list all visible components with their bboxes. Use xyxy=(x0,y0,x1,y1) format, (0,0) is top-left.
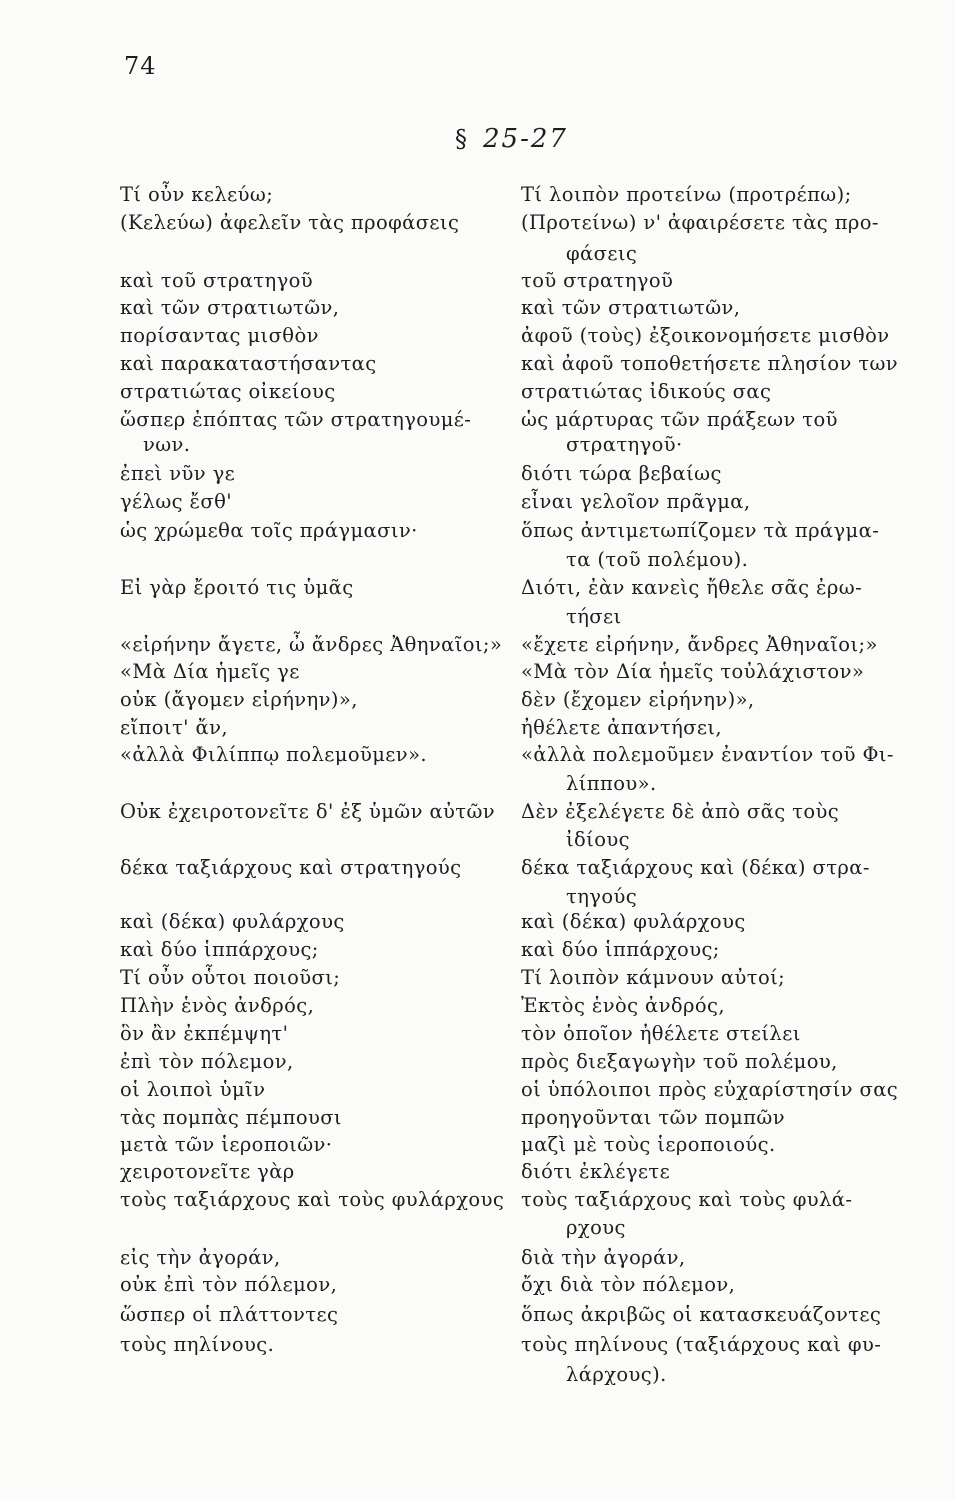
modern-translation-line: προηγοῦνται τῶν πομπῶν xyxy=(521,1106,785,1129)
greek-original-line: μετὰ τῶν ἱεροποιῶν· xyxy=(120,1133,333,1156)
modern-translation-line: διὰ τὴν ἀγοράν, xyxy=(521,1246,686,1269)
modern-translation-line: οἱ ὑπόλοιποι πρὸς εὐχαρίστησίν σας xyxy=(521,1078,899,1101)
greek-original-line: καὶ παρακαταστήσαντας xyxy=(120,352,377,375)
modern-translation-line: λίππου». xyxy=(566,772,657,795)
greek-original-line: εἴποιτ' ἄν, xyxy=(120,716,228,739)
greek-original-line: «εἰρήνην ἄγετε, ὦ ἄνδρες Ἀθηναῖοι;» xyxy=(120,633,503,656)
modern-translation-line: Τί λοιπὸν προτείνω (προτρέπω); xyxy=(521,183,852,206)
greek-original-line: τὰς πομπὰς πέμπουσι xyxy=(120,1106,342,1129)
greek-original-line: Οὐκ ἐχειροτονεῖτε δ' ἐξ ὑμῶν αὐτῶν xyxy=(120,800,496,823)
modern-translation-line: πρὸς διεξαγωγὴν τοῦ πολέμου, xyxy=(521,1050,838,1073)
greek-original-line: «Μὰ Δία ἡμεῖς γε xyxy=(120,660,300,683)
greek-original-line: Τί οὖν οὗτοι ποιοῦσι; xyxy=(120,966,341,989)
modern-translation-line: τήσει xyxy=(566,605,622,628)
greek-original-line: δέκα ταξιάρχους καὶ στρατηγούς xyxy=(120,856,462,879)
greek-original-line: ὥσπερ οἱ πλάττοντες xyxy=(120,1303,339,1326)
modern-translation-line: (Προτείνω) ν' ἀφαιρέσετε τὰς προ- xyxy=(521,211,879,234)
section-heading xyxy=(455,124,568,154)
modern-translation-line: Διότι, ἐὰν κανεὶς ἤθελε σᾶς ἐρω- xyxy=(521,576,863,599)
greek-original-line: στρατιώτας οἰκείους xyxy=(120,380,336,403)
greek-original-line: ὥσπερ ἐπόπτας τῶν στρατηγουμέ- xyxy=(120,408,472,431)
greek-original-line: οὐκ (ἄγομεν εἰρήνην)», xyxy=(120,688,358,711)
greek-original-line: τοὺς ταξιάρχους καὶ τοὺς φυλάρχους xyxy=(120,1188,505,1211)
modern-translation-line: καὶ (δέκα) φυλάρχους xyxy=(521,910,746,933)
modern-translation-line: καὶ ἀφοῦ τοποθετήσετε πλησίον των xyxy=(521,352,899,375)
modern-translation-line: ὄχι διὰ τὸν πόλεμον, xyxy=(521,1273,736,1296)
greek-original-line: (Κελεύω) ἀφελεῖν τὰς προφάσεις xyxy=(120,211,460,234)
section-symbol: § xyxy=(455,125,469,153)
modern-translation-line: Δὲν ἐξελέγετε δὲ ἀπὸ σᾶς τοὺς xyxy=(521,800,840,823)
modern-translation-line: τοῦ στρατηγοῦ xyxy=(521,269,674,292)
modern-translation-line: εἶναι γελοῖον πρᾶγμα, xyxy=(521,490,751,513)
modern-translation-line: μαζὶ μὲ τοὺς ἱεροποιούς. xyxy=(521,1133,776,1156)
modern-translation-line: Ἐκτὸς ἑνὸς ἀνδρός, xyxy=(521,994,725,1017)
modern-translation-line: καὶ τῶν στρατιωτῶν, xyxy=(521,296,741,319)
greek-original-line: Πλὴν ἑνὸς ἀνδρός, xyxy=(120,994,315,1017)
greek-original-line: καὶ τοῦ στρατηγοῦ xyxy=(120,269,314,292)
greek-original-line: καὶ (δέκα) φυλάρχους xyxy=(120,910,345,933)
greek-original-line: «ἀλλὰ Φιλίππῳ πολεμοῦμεν». xyxy=(120,743,427,766)
modern-translation-line: «Μὰ τὸν Δία ἡμεῖς τοὐλάχιστον» xyxy=(521,660,865,683)
greek-original-line: εἰς τὴν ἀγοράν, xyxy=(120,1246,281,1269)
modern-translation-line: ἀφοῦ (τοὺς) ἐξοικονομήσετε μισθὸν xyxy=(521,324,890,347)
greek-original-line: τοὺς πηλίνους. xyxy=(120,1333,275,1356)
modern-translation-line: «ἔχετε εἰρήνην, ἄνδρες Ἀθηναῖοι;» xyxy=(521,633,878,656)
greek-original-line: νων. xyxy=(143,433,191,456)
modern-translation-line: διότι τώρα βεβαίως xyxy=(521,462,722,485)
greek-original-line: οὐκ ἐπὶ τὸν πόλεμον, xyxy=(120,1273,338,1296)
modern-translation-line: καὶ δύο ἱππάρχους; xyxy=(521,938,720,961)
greek-original-line: καὶ τῶν στρατιωτῶν, xyxy=(120,296,340,319)
modern-translation-line: τὸν ὁποῖον ἠθέλετε στείλει xyxy=(521,1022,801,1045)
greek-original-line: Εἰ γὰρ ἔροιτό τις ὑμᾶς xyxy=(120,576,354,599)
greek-original-line: ἐπεὶ νῦν γε xyxy=(120,462,236,485)
modern-translation-line: ὡς μάρτυρας τῶν πράξεων τοῦ xyxy=(521,408,838,431)
greek-original-line: οἱ λοιποὶ ὑμῖν xyxy=(120,1078,266,1101)
modern-translation-line: φάσεις xyxy=(566,242,638,265)
greek-original-line: χειροτονεῖτε γὰρ xyxy=(120,1160,295,1183)
greek-original-line: ὃν ἂν ἐκπέμψητ' xyxy=(120,1022,289,1045)
modern-translation-line: τοὺς ταξιάρχους καὶ τοὺς φυλά- xyxy=(521,1188,853,1211)
modern-translation-line: ἠθέλετε ἀπαντήσει, xyxy=(521,716,723,739)
modern-translation-line: τα (τοῦ πολέμου). xyxy=(566,548,749,571)
modern-translation-line: δέκα ταξιάρχους καὶ (δέκα) στρα- xyxy=(521,856,870,879)
page-number: 74 xyxy=(124,52,157,80)
modern-translation-line: ὅπως ἀκριβῶς οἱ κατασκευάζοντες xyxy=(521,1303,882,1326)
modern-translation-line: τηγούς xyxy=(566,885,638,908)
greek-original-line: ὡς χρώμεθα τοῖς πράγμασιν· xyxy=(120,519,418,542)
modern-translation-line: ἰδίους xyxy=(566,828,630,851)
section-range: 25-27 xyxy=(483,124,568,154)
greek-original-line: γέλως ἔσθ' xyxy=(120,490,233,513)
modern-translation-line: ρχους xyxy=(566,1216,626,1239)
modern-translation-line: τοὺς πηλίνους (ταξιάρχους καὶ φυ- xyxy=(521,1333,882,1356)
modern-translation-line: ὅπως ἀντιμετωπίζομεν τὰ πράγμα- xyxy=(521,519,880,542)
modern-translation-line: «ἀλλὰ πολεμοῦμεν ἐναντίον τοῦ Φι- xyxy=(521,743,894,766)
greek-original-line: καὶ δύο ἱππάρχους; xyxy=(120,938,319,961)
greek-original-line: ἐπὶ τὸν πόλεμον, xyxy=(120,1050,294,1073)
modern-translation-line: στρατηγοῦ· xyxy=(566,433,683,456)
modern-translation-line: Τί λοιπὸν κάμνουν αὐτοί; xyxy=(521,966,786,989)
modern-translation-line: δὲν (ἔχομεν εἰρήνην)», xyxy=(521,688,755,711)
modern-translation-line: λάρχους). xyxy=(566,1363,667,1386)
modern-translation-line: διότι ἐκλέγετε xyxy=(521,1160,671,1183)
modern-translation-line: στρατιώτας ἰδικούς σας xyxy=(521,380,772,403)
greek-original-line: Τί οὖν κελεύω; xyxy=(120,183,274,206)
greek-original-line: πορίσαντας μισθὸν xyxy=(120,324,319,347)
